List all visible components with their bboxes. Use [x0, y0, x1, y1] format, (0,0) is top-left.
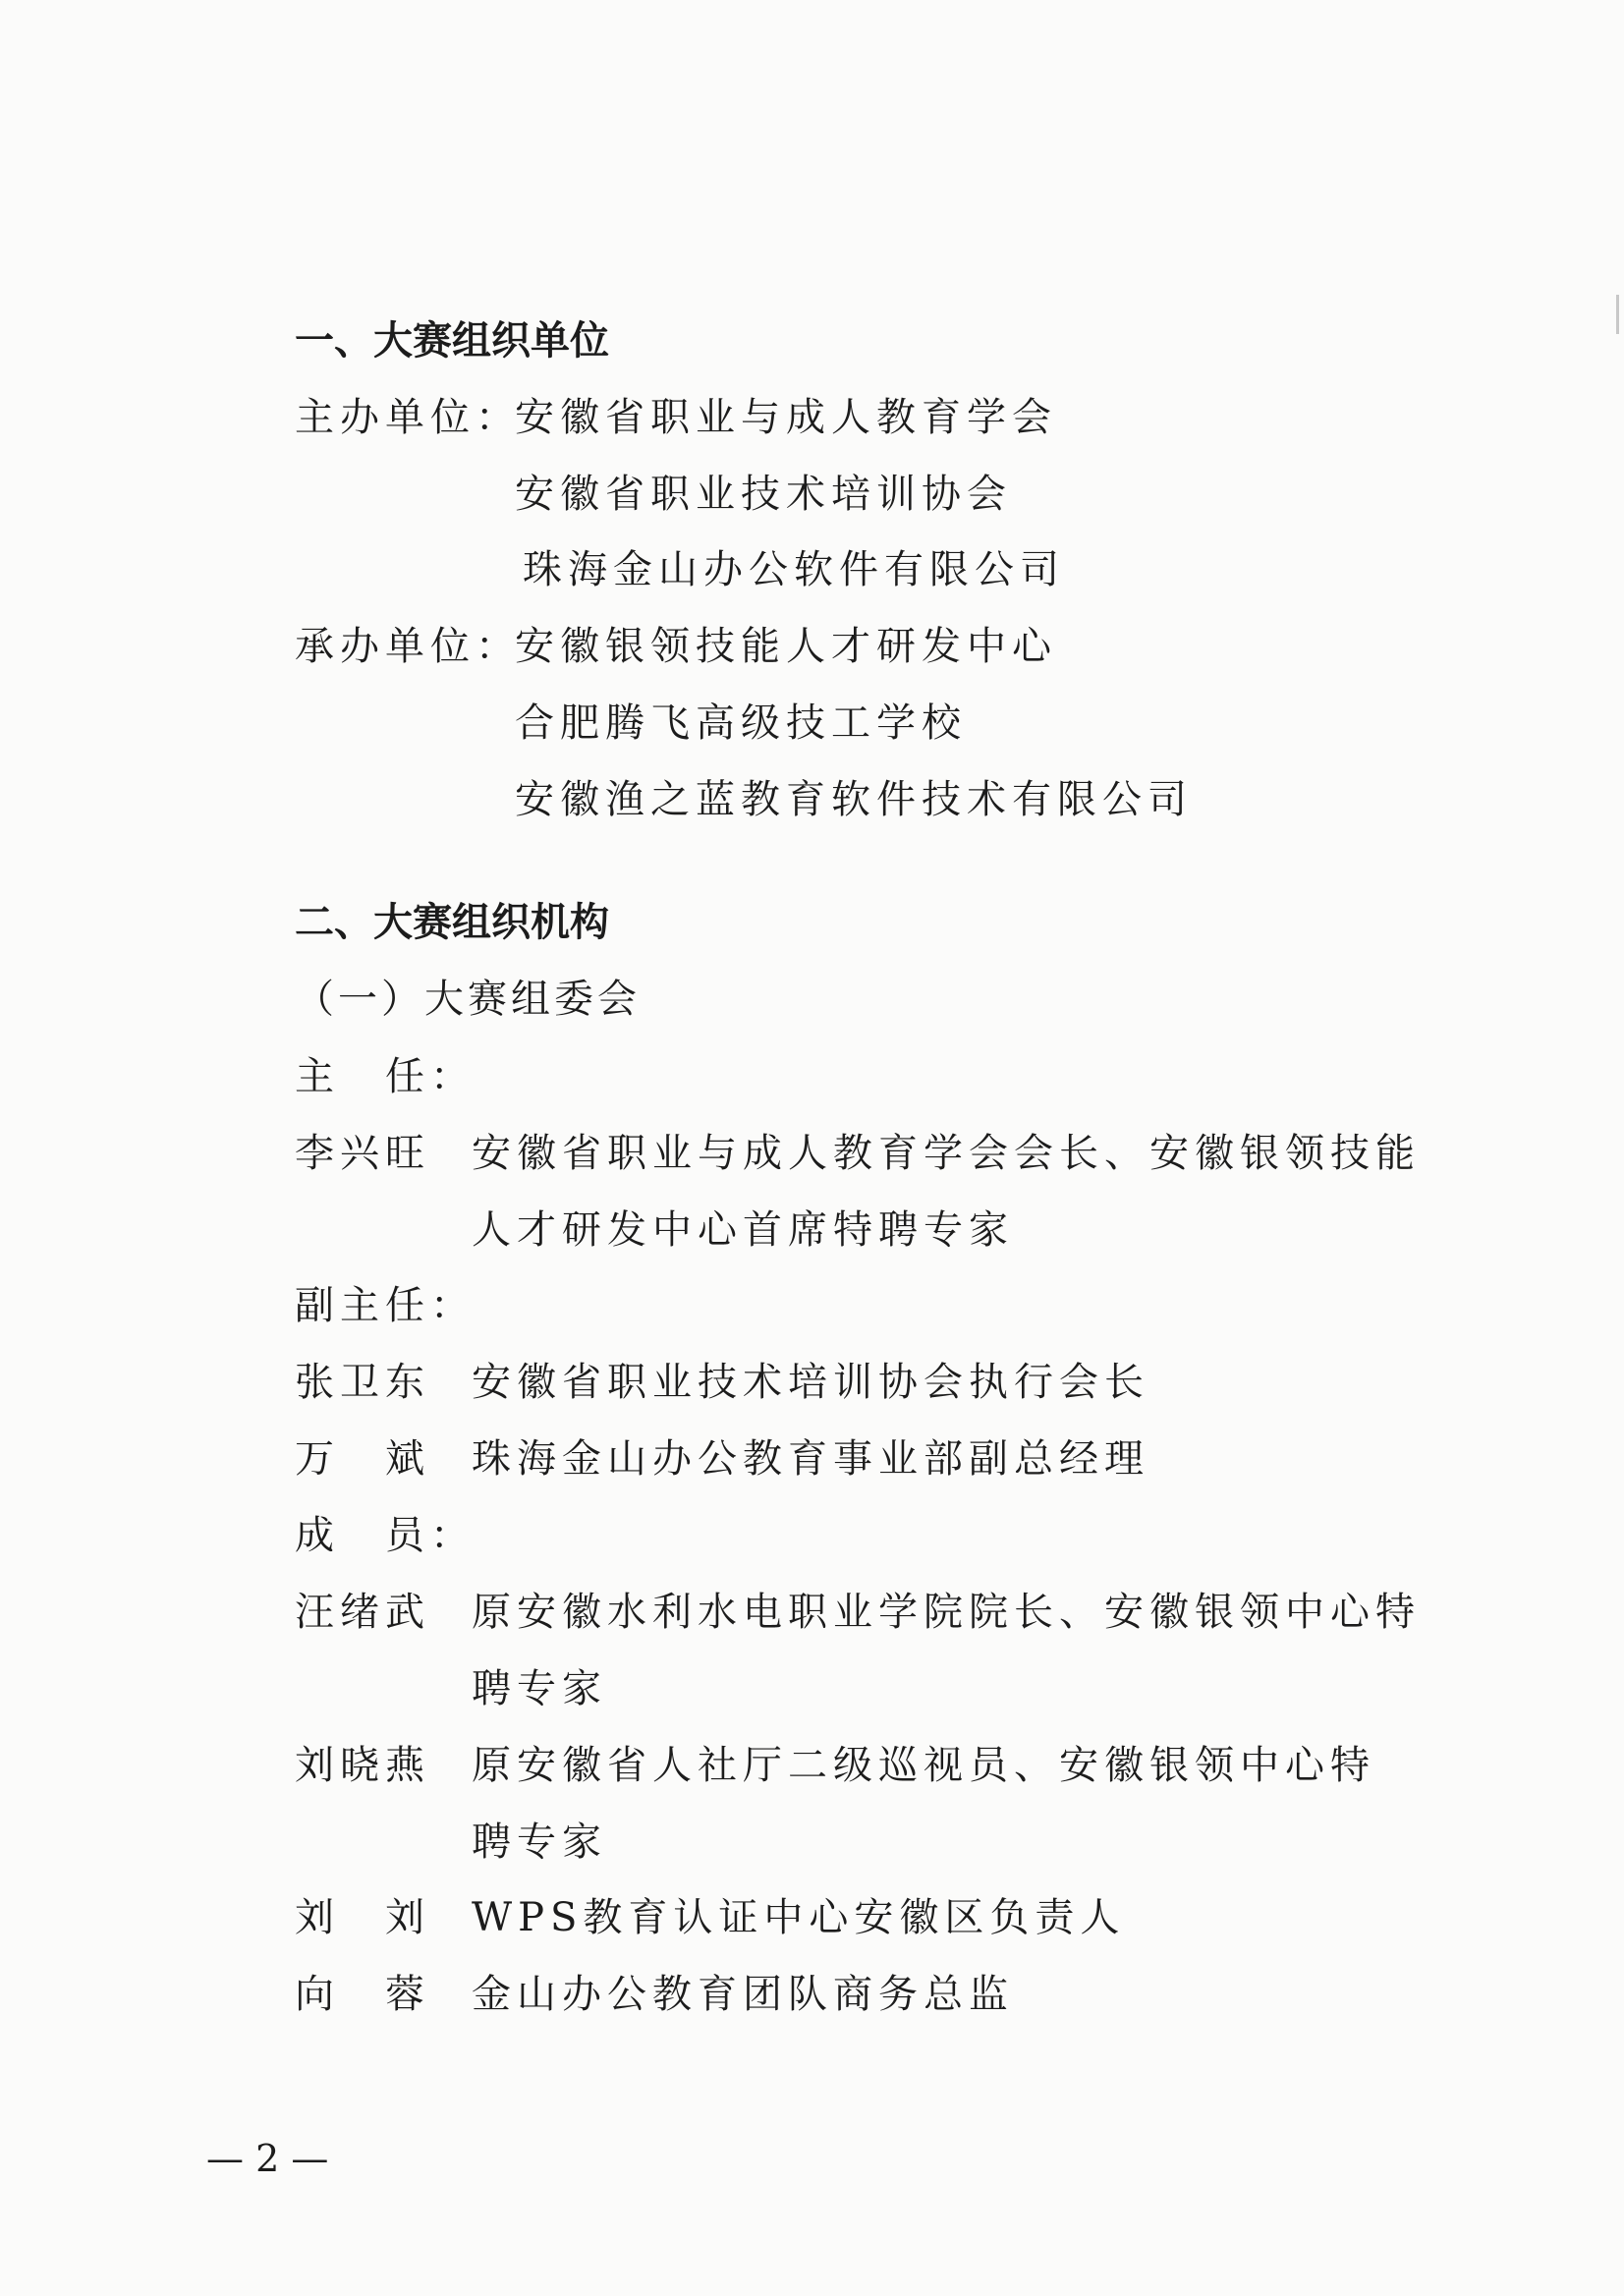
organizer-label: 承办单位：: [295, 624, 521, 669]
members-label: 成 员：: [295, 1513, 476, 1558]
host-unit: 珠海金山办公软件有限公司: [523, 547, 1065, 592]
member-title: 安徽省职业与成人教育学会会长、安徽银领技能人才研发中心首席特聘专家: [472, 1131, 1421, 1253]
member-name: 张卫东: [295, 1360, 430, 1405]
scan-edge-mark: [1616, 295, 1619, 334]
member-title: 原安徽水利水电职业学院院长、安徽银领中心特聘专家: [472, 1590, 1421, 1711]
section-heading-organizing-units: 一、大赛组织单位: [295, 318, 609, 364]
organizer-unit: 安徽渔之蓝教育软件技术有限公司: [515, 777, 1193, 822]
member-name: 李兴旺: [295, 1131, 430, 1176]
member-name: 刘 刘: [295, 1895, 430, 1940]
member-title: 安徽省职业技术培训协会执行会长: [472, 1360, 1149, 1405]
host-label: 主办单位：: [295, 395, 521, 440]
subsection-heading-committee: （一）大赛组委会: [295, 977, 641, 1022]
member-name: 万 斌: [295, 1436, 430, 1482]
organizer-unit: 合肥腾飞高级技工学校: [515, 700, 967, 746]
member-name: 汪绪武: [295, 1590, 430, 1635]
member-name: 向 蓉: [295, 1972, 430, 2017]
member-title: 原安徽省人社厅二级巡视员、安徽银领中心特聘专家: [472, 1743, 1375, 1865]
member-title: WPS教育认证中心安徽区负责人: [472, 1895, 1126, 1940]
member-title: 金山办公教育团队商务总监: [472, 1972, 1014, 2017]
host-unit: 安徽省职业与成人教育学会: [515, 395, 1057, 440]
organizer-unit: 安徽银领技能人才研发中心: [515, 624, 1057, 669]
host-unit: 安徽省职业技术培训协会: [515, 472, 1012, 517]
section-heading-organizing-bodies: 二、大赛组织机构: [295, 900, 609, 945]
page-number: — 2 —: [206, 2137, 329, 2180]
director-label: 主 任：: [295, 1054, 476, 1099]
deputy-label: 副主任：: [295, 1283, 476, 1328]
member-name: 刘晓燕: [295, 1743, 430, 1788]
member-title: 珠海金山办公教育事业部副总经理: [472, 1436, 1149, 1482]
